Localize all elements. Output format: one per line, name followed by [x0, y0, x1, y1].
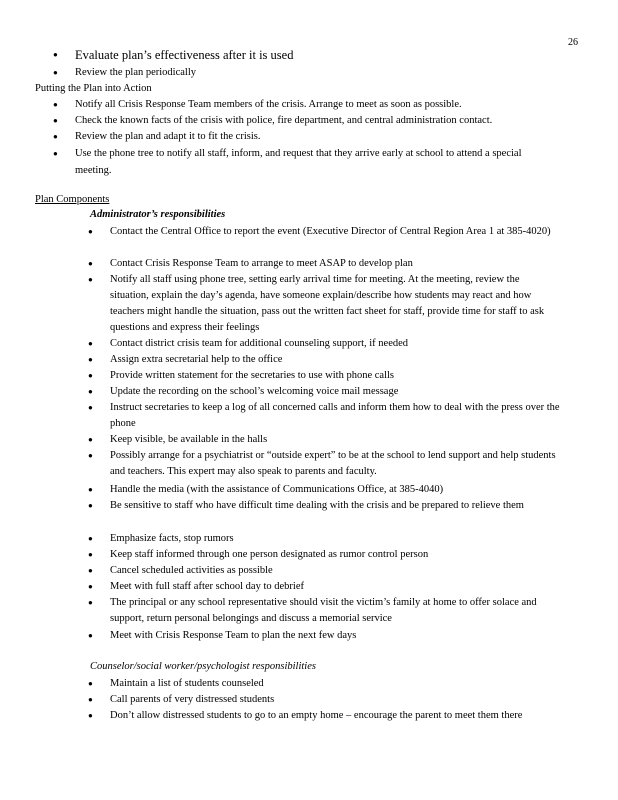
list-item: ● Evaluate plan’s effectiveness after it is used	[75, 47, 560, 63]
list-item: ● Review the plan periodically	[75, 65, 560, 81]
administrator-heading: Administrator’s responsibilities	[90, 209, 226, 220]
list-item: ● Provide written statement for the secretaries to use with phone calls	[110, 368, 560, 384]
list-item: ● Cancel scheduled activities as possible	[110, 563, 560, 579]
list-item: ● Notify all Crisis Response Team members of the crisis. Arrange to meet as soon as possible.	[75, 97, 560, 113]
list-item: ● Emphasize facts, stop rumors	[110, 531, 560, 547]
counselor-heading: Counselor/social worker/psychologist responsibilities	[90, 661, 316, 672]
section-heading-putting-plan-into-action: Putting the Plan into Action	[35, 83, 152, 94]
list-item: ● Use the phone tree to notify all staff, inform, and request that they arrive early at school to attend a special meeting.	[75, 145, 560, 179]
list-item: ● Be sensitive to staff who have difficult time dealing with the crisis and be prepared to relieve them	[110, 498, 560, 514]
list-item: ● Contact district crisis team for additional counseling support, if needed	[110, 336, 560, 352]
list-item: ● The principal or any school representative should visit the victim’s family at home to offer solace and support, return personal belongings and discuss a memorial service	[110, 595, 560, 627]
list-item: ● Assign extra secretarial help to the office	[110, 352, 560, 368]
list-item: ● Handle the media (with the assistance of Communications Office, at 385-4040)	[110, 482, 560, 498]
list-item: ● Meet with Crisis Response Team to plan the next few days	[110, 628, 560, 644]
list-item: ● Possibly arrange for a psychiatrist or “outside expert” to be at the school to lend support and help students and teachers. This expert may also speak to parents and faculty.	[110, 448, 560, 480]
list-item: ● Keep staff informed through one person designated as rumor control person	[110, 547, 560, 563]
list-item: ● Call parents of very distressed students	[110, 692, 560, 708]
list-item: ● Review the plan and adapt it to fit the crisis.	[75, 129, 560, 145]
list-item: ● Instruct secretaries to keep a log of all concerned calls and inform them how to deal with the press over the phone	[110, 400, 560, 432]
section-heading-plan-components: Plan Components	[35, 194, 110, 205]
list-item: ● Meet with full staff after school day to debrief	[110, 579, 560, 595]
list-item: ● Don’t allow distressed students to go to an empty home – encourage the parent to meet them there	[110, 708, 560, 724]
list-item: ● Keep visible, be available in the halls	[110, 432, 560, 448]
page-number: 26	[568, 37, 578, 48]
list-item: ● Contact Crisis Response Team to arrange to meet ASAP to develop plan	[110, 256, 560, 272]
list-item: ● Notify all staff using phone tree, setting early arrival time for meeting. At the meeting, review the situation, explain the day’s agenda, have someone explain/describe how students may react and how teachers might handle the situation, pass out the written fact sheet for staff, provide time for staff to ask questions and express their feelings	[110, 272, 560, 336]
list-item: ● Maintain a list of students counseled	[110, 676, 560, 692]
list-item: ● Contact the Central Office to report the event (Executive Director of Central Region Area 1 at 385-4020)	[110, 224, 560, 240]
list-item: ● Update the recording on the school’s welcoming voice mail message	[110, 384, 560, 400]
list-item: ● Check the known facts of the crisis with police, fire department, and central administration contact.	[75, 113, 560, 129]
